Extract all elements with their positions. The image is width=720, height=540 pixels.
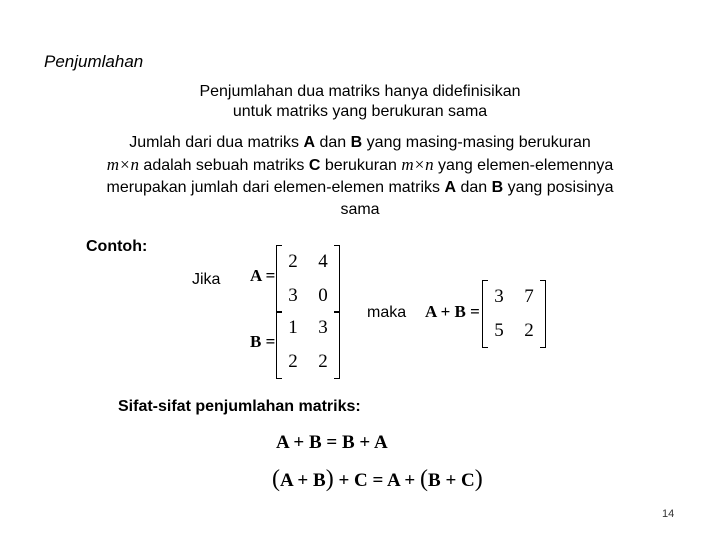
close-paren: ) [325,466,334,492]
desc-text-8: yang posisinya sama [340,179,614,218]
page-number: 14 [662,508,675,520]
matrix-b [276,311,340,379]
desc-text-3: yang masing-masing berukuran [362,134,591,151]
matrix-cell: 3 [288,285,298,306]
jika-label: Jika [192,271,221,288]
matrix-cell: 5 [494,320,504,341]
sum-label: A + B = [425,302,480,321]
left-bracket [276,311,282,379]
section-title: Penjumlahan [44,52,144,71]
matrix-cell: 4 [318,251,328,272]
matrix-a [276,245,340,313]
matrix-cell: 2 [288,351,298,372]
desc-text-1: Jumlah dari dua matriks [129,134,304,151]
definition-text [120,82,600,122]
desc-matrix-b-2: B [491,179,504,196]
right-bracket [540,280,546,348]
desc-dimension-2: m×n [401,155,434,174]
maka-label: maka [367,304,407,321]
desc-matrix-c: C [308,157,321,174]
matrix-cell: 1 [288,317,298,338]
left-bracket [276,245,282,313]
right-bracket [334,311,340,379]
matrix-cell: 2 [318,351,328,372]
desc-dimension-1: m×n [106,155,139,174]
open-paren: ( [272,466,280,492]
description-paragraph [90,132,630,221]
matrix-cell: 3 [494,286,504,307]
formula-term-ab: A + B [280,470,326,491]
open-paren: ( [420,466,429,492]
desc-text-6: yang elemen-elemennya merupakan jumlah dari elemen-elemen matriks [106,157,614,196]
matrix-cell: 3 [318,317,328,338]
matrix-cell: 2 [524,320,534,341]
desc-matrix-b: B [350,134,363,151]
matrix-b-label: B = [250,332,276,351]
left-bracket [482,280,488,348]
formula-term-bc: B + C [428,470,475,491]
sum-matrix [482,280,546,348]
associative-formula [272,466,483,493]
right-bracket [334,245,340,313]
close-paren: ) [474,466,483,492]
example-heading: Contoh: [86,238,148,255]
desc-matrix-a-2: A [444,179,457,196]
matrix-a-label: A = [250,266,276,285]
formula-middle: + C = A + [333,470,421,491]
desc-matrix-a: A [303,134,316,151]
desc-text-5: berukuran [320,157,402,174]
commutative-formula: A + B = B + A [276,432,388,453]
definition-line-2: untuk matriks yang berukuran sama [232,103,488,120]
desc-text-4: adalah sebuah matriks [138,157,309,174]
definition-line-1: Penjumlahan dua matriks hanya didefinisikan [199,83,521,100]
desc-text-2: dan [315,134,351,151]
desc-text-7: dan [456,179,492,196]
properties-heading: Sifat-sifat penjumlahan matriks: [118,398,361,415]
matrix-cell: 2 [288,251,298,272]
matrix-cell: 0 [318,285,328,306]
matrix-cell: 7 [524,286,534,307]
